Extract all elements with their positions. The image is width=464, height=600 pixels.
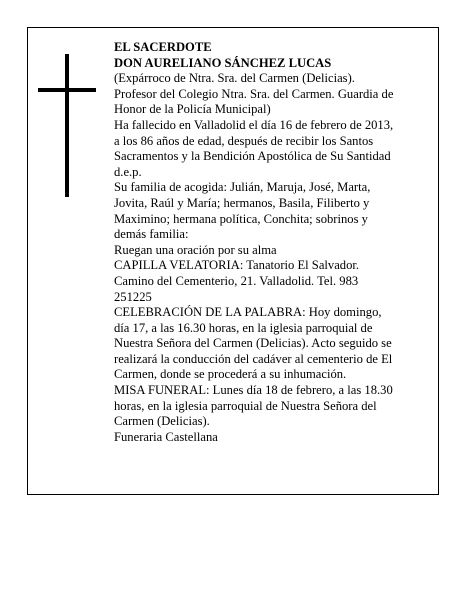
body-line: Camino del Cementerio, 21. Valladolid. Tel. 983	[114, 273, 359, 288]
body-line: día 17, a las 16.30 horas, en la iglesia parroquial de	[114, 320, 373, 335]
body-line: Carmen (Delicias).	[114, 414, 210, 429]
body-line: MISA FUNERAL: Lunes día 18 de febrero, a las 18.30	[114, 383, 393, 398]
body-line: Nuestra Señora del Carmen (Delicias). Acto seguido se	[114, 336, 392, 351]
body-line: CELEBRACIÓN DE LA PALABRA: Hoy domingo,	[114, 305, 382, 320]
body-line: Maximino; hermana política, Conchita; sobrinos y	[114, 211, 368, 226]
cross-horizontal-bar	[38, 88, 96, 92]
cross-icon	[38, 54, 96, 197]
body-line: Su familia de acogida: Julián, Maruja, José, Marta,	[114, 180, 371, 195]
body-line: d.e.p.	[114, 164, 142, 179]
body-line: demás familia:	[114, 227, 189, 242]
body-line: Carmen, donde se procederá a su inhumación.	[114, 367, 347, 382]
body-line: Ruegan una oración por su alma	[114, 242, 277, 257]
body-line: Profesor del Colegio Ntra. Sra. del Carmen. Guardia de	[114, 86, 394, 101]
cross-vertical-bar	[65, 54, 69, 197]
body-line: Funeraria Castellana	[114, 429, 218, 444]
body-line: 251225	[114, 289, 152, 304]
obituary-text	[114, 40, 424, 445]
body-line: CAPILLA VELATORIA: Tanatorio El Salvador.	[114, 258, 360, 273]
deceased-name: DON AURELIANO SÁNCHEZ LUCAS	[114, 55, 332, 70]
body-line: Sacramentos y la Bendición Apostólica de Su Santidad	[114, 149, 391, 164]
body-line: Jovita, Raúl y María; hermanos, Basila, Filiberto y	[114, 195, 370, 210]
body-line: realizará la conducción del cadáver al cementerio de El	[114, 351, 393, 366]
body-line: Ha fallecido en Valladolid el día 16 de febrero de 2013,	[114, 117, 394, 132]
body-line: (Expárroco de Ntra. Sra. del Carmen (Delicias).	[114, 71, 355, 86]
body-line: Honor de la Policía Municipal)	[114, 102, 271, 117]
body-line: horas, en la iglesia parroquial de Nuestra Señora del	[114, 398, 377, 413]
body-line: a los 86 años de edad, después de recibir los Santos	[114, 133, 374, 148]
title-line: EL SACERDOTE	[114, 40, 212, 54]
